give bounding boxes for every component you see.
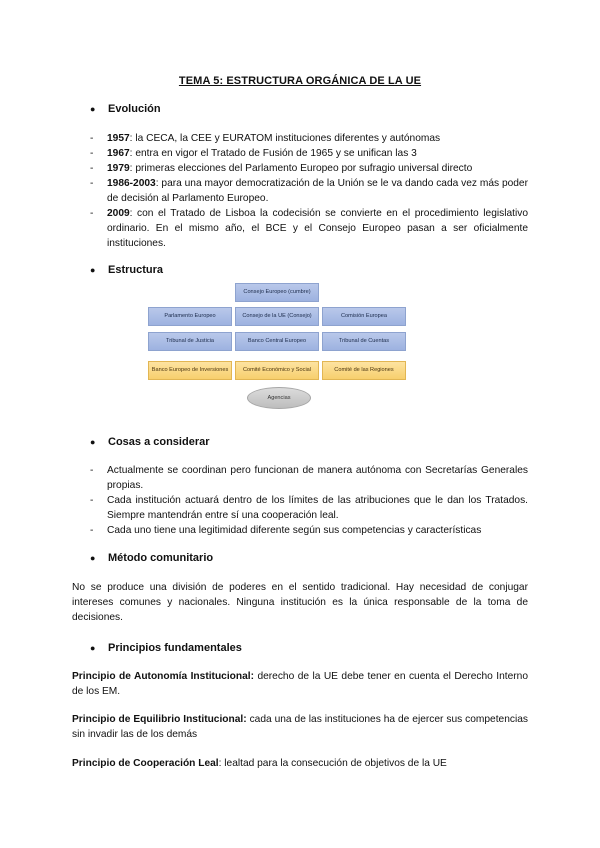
list-item: - 1957: la CECA, la CEE y EURATOM instituciones diferentes y autónomas	[90, 133, 441, 144]
bullet-icon: ●	[90, 643, 96, 653]
bullet-icon: ●	[90, 265, 96, 275]
heading-metodo: ● Método comunitario	[90, 552, 214, 564]
bullet-icon: ●	[90, 553, 96, 563]
bullet-icon: ●	[90, 104, 96, 114]
box-tribunal-justicia: Tribunal de Justicia	[148, 332, 232, 351]
evolucion-list	[90, 131, 528, 251]
considerar-list	[90, 463, 528, 538]
heading-considerar: ● Cosas a considerar	[90, 436, 210, 448]
box-comite-regiones: Comité de las Regiones	[322, 361, 406, 380]
list-item: - 2009: con el Tratado de Lisboa la codecisión se convierte en el procedimiento legislativo ordinario. En el mismo año, el BCE y el Consejo Europeo pasan a ser oficialmente instituciones.	[90, 208, 528, 249]
ellipse-agencias: Agencias	[247, 387, 311, 409]
org-chart	[148, 283, 408, 413]
list-item: - 1967: entra en vigor el Tratado de Fusión de 1965 y se unifican las 3	[90, 148, 417, 159]
principio-equilibrio: Principio de Equilibrio Institucional: cada una de las instituciones ha de ejercer sus competencias sin invadir las de los demás	[72, 714, 528, 740]
bullet-icon: ●	[90, 437, 96, 447]
box-consejo-europeo: Consejo Europeo (cumbre)	[235, 283, 319, 302]
heading-evolucion: ● Evolución	[90, 103, 161, 115]
box-banco-central: Banco Central Europeo	[235, 332, 319, 351]
heading-principios: ● Principios fundamentales	[90, 642, 242, 654]
box-comite-economico: Comité Económico y Social	[235, 361, 319, 380]
principio-cooperacion: Principio de Cooperación Leal: lealtad para la consecución de objetivos de la UE	[72, 758, 447, 769]
box-consejo-ue: Consejo de la UE (Consejo)	[235, 307, 319, 326]
list-item: - Cada uno tiene una legitimidad diferente según sus competencias y características	[90, 525, 482, 536]
list-item: - Cada institución actuará dentro de los límites de las atribuciones que le dan los Tratados. Siempre mantendrán entre sí una cooperación leal.	[90, 495, 528, 521]
box-comision: Comisión Europea	[322, 307, 406, 326]
list-item: - Actualmente se coordinan pero funcionan de manera autónoma con Secretarías Generales propias.	[90, 465, 528, 491]
box-banco-inversiones: Banco Europeo de Inversiones	[148, 361, 232, 380]
list-item: - 1986-2003: para una mayor democratización de la Unión se le va dando cada vez más poder de decisión al Parlamento Europeo.	[90, 178, 528, 204]
list-item: - 1979: primeras elecciones del Parlamento Europeo por sufragio universal directo	[90, 163, 473, 174]
box-tribunal-cuentas: Tribunal de Cuentas	[322, 332, 406, 351]
page-title: TEMA 5: ESTRUCTURA ORGÁNICA DE LA UE	[178, 75, 422, 87]
box-parlamento: Parlamento Europeo	[148, 307, 232, 326]
principio-autonomia: Principio de Autonomía Institucional: derecho de la UE debe tener en cuenta el Derecho Interno de los EM.	[72, 671, 528, 697]
metodo-paragraph: No se produce una división de poderes en el sentido tradicional. Hay necesidad de conjugar intereses comunes y nacionales. Ninguna institución es la única responsable de la toma de decisiones.	[72, 582, 528, 623]
heading-estructura: ● Estructura	[90, 264, 164, 276]
